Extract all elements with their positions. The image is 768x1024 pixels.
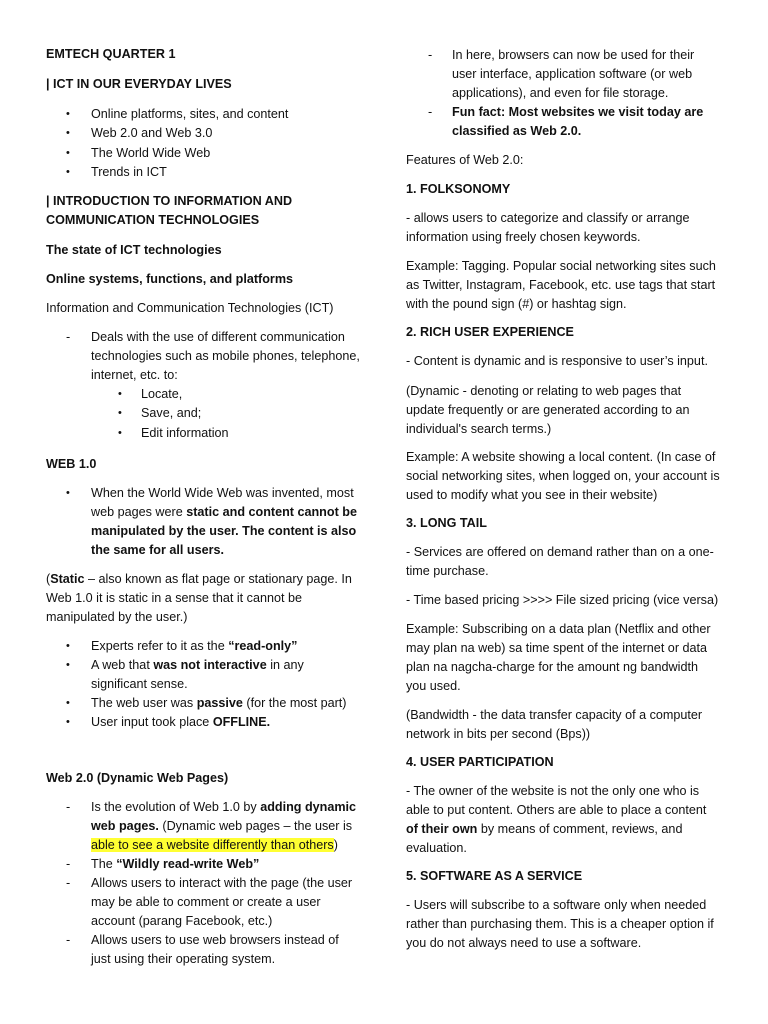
list-item-cont: applications), and even for file storage. [452,86,669,100]
text: (for the most part) [242,696,347,710]
emphasis-text: adding dynamic [260,800,357,814]
list-item: In here, browsers can now be used for their [452,48,695,62]
list-item: Fun fact: Most websites we visit today are [452,105,704,119]
list-item [91,694,347,713]
text: (Dynamic web pages – the user is [158,819,353,833]
paragraph: social networking sites, when logged on, your account is [406,469,720,483]
list-item [91,855,259,874]
paragraph: update frequently or are generated according to an [406,403,690,417]
subheading: Features of Web 2.0: [406,153,524,167]
paragraph: time purchase. [406,564,489,578]
list-item [91,637,297,656]
list-item: Allows users to interact with the page (the user [91,876,353,890]
text: Is the evolution of Web 1.0 by [91,800,261,814]
text: The [91,857,117,871]
paragraph: individual's search terms.) [406,422,552,436]
list-item-cont: just using their operating system. [91,952,276,966]
list-item-cont: user interface, application software (or web [452,67,693,81]
subheading: The state of ICT technologies [46,243,222,257]
paragraph: network in bits per second (Bps)) [406,727,591,741]
bullet-icon: • [118,427,122,439]
paragraph: you do not always need to use a software. [406,936,642,950]
emphasis-text: “Wildly read-write Web” [116,857,260,871]
paragraph: information using freely chosen keywords. [406,230,641,244]
text: in any [266,658,304,672]
list-item: Allows users to use web browsers instead of [91,933,339,947]
list-item-cont: internet, etc. to: [91,368,178,382]
dash-icon: - [66,330,71,344]
dash-icon: - [66,800,71,814]
text: User input took place [91,715,213,729]
paragraph-line: the same for all users. [91,543,224,557]
list-item-cont: technologies such as mobile phones, telephone, [91,349,360,363]
sub-list-item: Save, and; [141,406,202,420]
bullet-icon: • [118,407,122,419]
highlighted-text: able to see a website differently than others [91,838,334,852]
emphasis-text: OFFLINE. [212,715,271,729]
bullet-icon: • [66,697,70,709]
sub-list-item: Edit information [141,426,229,440]
paragraph: Example: Tagging. Popular social networking sites such [406,259,716,273]
list-item: Deals with the use of different communication [91,330,345,344]
text: by means of comment, reviews, and [477,822,683,836]
bullet-icon: • [66,166,70,178]
bullet-icon: • [66,147,70,159]
list-item: The World Wide Web [91,146,211,160]
paragraph: may plan na web) sa time spent of the internet or data [406,641,708,655]
paragraph: as Twitter, Instagram, Facebook, etc. use tags that start [406,278,716,292]
paragraph: rather than purchasing them. This is a cheaper option if [406,917,714,931]
list-item-cont [91,817,352,836]
definition-line: manipulated by the user.) [46,610,188,624]
list-item [91,798,356,817]
definition-line: Web 1.0 it is static in a sense that it cannot be [46,591,302,605]
paragraph: (Dynamic - denoting or relating to web pages that [406,384,682,398]
paragraph: - Users will subscribe to a software only when needed [406,898,707,912]
dash-icon: - [66,933,71,947]
text: ) [333,838,338,852]
section-heading: | ICT IN OUR EVERYDAY LIVES [46,77,232,91]
paragraph: able to put content. Others are able to place a content [406,803,707,817]
feature-heading: 4. USER PARTICIPATION [406,755,554,769]
list-item: Web 2.0 and Web 3.0 [91,126,213,140]
paragraph: Information and Communication Technologies (ICT) [46,301,334,315]
text: ( [46,572,51,586]
bullet-icon: • [66,487,70,499]
dash-icon: - [66,857,71,871]
emphasis-text: was not interactive [153,658,267,672]
paragraph: - Services are offered on demand rather than on a one- [406,545,714,559]
bullet-icon: • [66,659,70,671]
list-item [91,713,270,732]
list-item-cont [91,836,338,855]
list-item: Online platforms, sites, and content [91,107,289,121]
definition-line [46,570,352,589]
bullet-icon: • [118,388,122,400]
list-item-cont: classified as Web 2.0. [452,124,582,138]
paragraph: you used. [406,679,461,693]
list-item: Trends in ICT [91,165,167,179]
paragraph: - The owner of the website is not the only one who is [406,784,700,798]
bullet-icon: • [66,127,70,139]
bullet-icon: • [66,640,70,652]
paragraph-line [91,503,357,522]
section-heading: | INTRODUCTION TO INFORMATION AND [46,194,293,208]
text: The web user was [91,696,197,710]
paragraph: with the pound sign (#) or hashtag sign. [406,297,627,311]
bullet-icon: • [66,716,70,728]
paragraph: Example: Subscribing on a data plan (Netflix and other [406,622,711,636]
emphasis-text: web pages. [91,819,159,833]
paragraph: used to modify what you see in their website) [406,488,658,502]
paragraph: Example: A website showing a local content. (In case of [406,450,716,464]
feature-heading: 5. SOFTWARE AS A SERVICE [406,869,583,883]
subheading: Online systems, functions, and platforms [46,272,294,286]
paragraph: evaluation. [406,841,467,855]
paragraph: plan na nagcha-charge for the amount ng bandwidth [406,660,698,674]
section-heading: Web 2.0 (Dynamic Web Pages) [46,771,229,785]
emphasis-text: static and content cannot be [186,505,357,519]
paragraph: - Content is dynamic and is responsive to user’s input. [406,354,708,368]
dash-icon: - [428,48,433,62]
paragraph-line: manipulated by the user. The content is also [91,524,357,538]
list-item-cont: account (parang Facebook, etc.) [91,914,273,928]
emphasis-text: passive [196,696,243,710]
paragraph [406,820,682,839]
dash-icon: - [66,876,71,890]
section-heading-cont: COMMUNICATION TECHNOLOGIES [46,213,260,227]
text: – also known as flat page or stationary page. In [84,572,352,586]
list-item-cont: significant sense. [91,677,188,691]
sub-list-item: Locate, [141,387,183,401]
section-heading: WEB 1.0 [46,457,97,471]
bullet-icon: • [66,108,70,120]
text: web pages were [91,505,187,519]
doc-title: EMTECH QUARTER 1 [46,47,176,61]
term: Static [50,572,85,586]
feature-heading: 2. RICH USER EXPERIENCE [406,325,574,339]
text: A web that [91,658,154,672]
feature-heading: 3. LONG TAIL [406,516,487,530]
list-item [91,656,304,675]
feature-heading: 1. FOLKSONOMY [406,182,511,196]
paragraph: (Bandwidth - the data transfer capacity of a computer [406,708,703,722]
text: Experts refer to it as the [91,639,229,653]
emphasis-text: of their own [406,822,478,836]
dash-icon: - [428,105,433,119]
paragraph: - Time based pricing >>>> File sized pricing (vice versa) [406,593,719,607]
emphasis-text: “read-only” [228,639,298,653]
paragraph: - allows users to categorize and classify or arrange [406,211,690,225]
list-item-cont: may be able to comment or create a user [91,895,321,909]
paragraph: When the World Wide Web was invented, most [91,486,354,500]
